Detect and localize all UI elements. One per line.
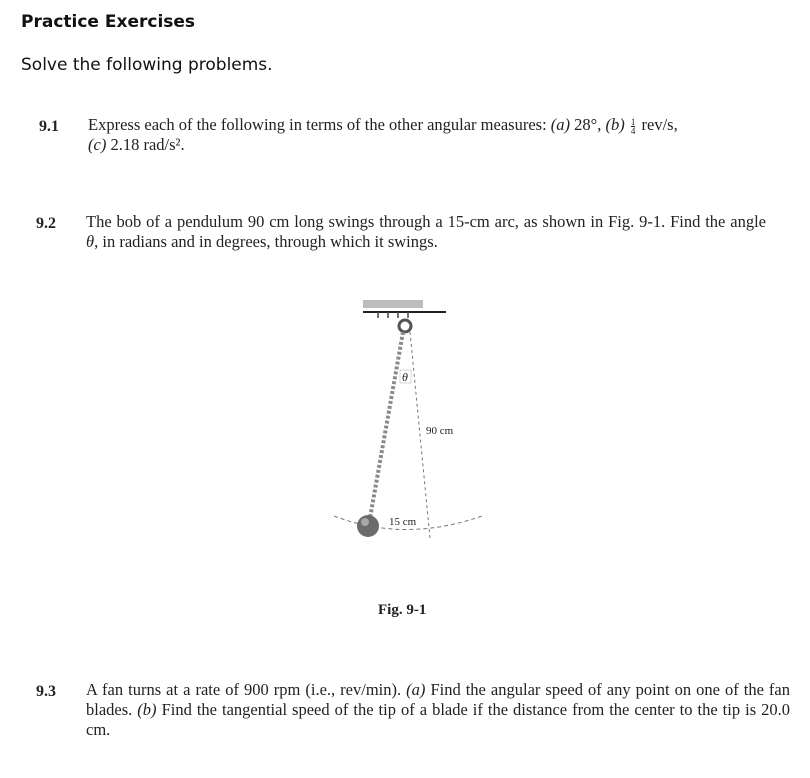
problem-9-1-lead: Express each of the following in terms of the other angular measures: xyxy=(88,115,547,134)
theta-symbol: θ xyxy=(86,232,95,251)
section-instructions: Solve the following problems. xyxy=(21,55,273,75)
pendulum-bob xyxy=(357,515,379,537)
problem-number-9-2: 9.2 xyxy=(36,215,56,232)
part-a-value: 28°, xyxy=(574,115,602,134)
figure-caption: Fig. 9-1 xyxy=(378,602,427,618)
part-a-label: (a) xyxy=(550,115,571,134)
part-c-value: 2.18 rad/s². xyxy=(110,135,185,154)
ceiling-mount xyxy=(363,300,423,308)
problem-9-3-part-b: Find the tangential speed of the tip of a blade if the distance from the center to the tip is 20.0 cm. xyxy=(86,700,791,739)
quarter-fraction: $\frac{1}{4}$ xyxy=(630,116,636,136)
problem-9-3-part-a: Find the angular speed of any point on one of the fan blades. xyxy=(86,680,791,719)
part-b-unit: rev/s, xyxy=(641,115,678,134)
arc-length-label: 15 cm xyxy=(389,516,417,528)
part-a-label: (a) xyxy=(406,680,426,699)
problem-9-3-intro: A fan turns at a rate of 900 rpm (i.e., rev/min). xyxy=(86,680,402,699)
length-label: 90 cm xyxy=(426,425,454,437)
problem-9-2-text-post: , in radians and in degrees, through which it swings. xyxy=(94,232,438,251)
problem-number-9-1: 9.1 xyxy=(39,118,59,135)
pendulum-figure xyxy=(330,298,490,563)
pendulum-chain xyxy=(370,332,403,518)
part-c-label: (c) xyxy=(88,135,107,154)
section-title: Practice Exercises xyxy=(21,12,196,32)
part-b-label: (b) xyxy=(137,700,157,719)
problem-9-2-text-pre: The bob of a pendulum 90 cm long swings through a 15-cm arc, as shown in Fig. 9-1. Find the angle xyxy=(86,212,766,231)
problem-number-9-3: 9.3 xyxy=(36,683,56,700)
problem-9-1-text xyxy=(88,115,788,155)
pivot-ring xyxy=(399,320,411,332)
pendulum-diagram xyxy=(330,298,490,558)
problem-9-2-text xyxy=(86,212,766,252)
part-b-label: (b) xyxy=(605,115,625,134)
problem-9-3-text xyxy=(86,680,790,740)
theta-label: θ xyxy=(402,370,408,384)
